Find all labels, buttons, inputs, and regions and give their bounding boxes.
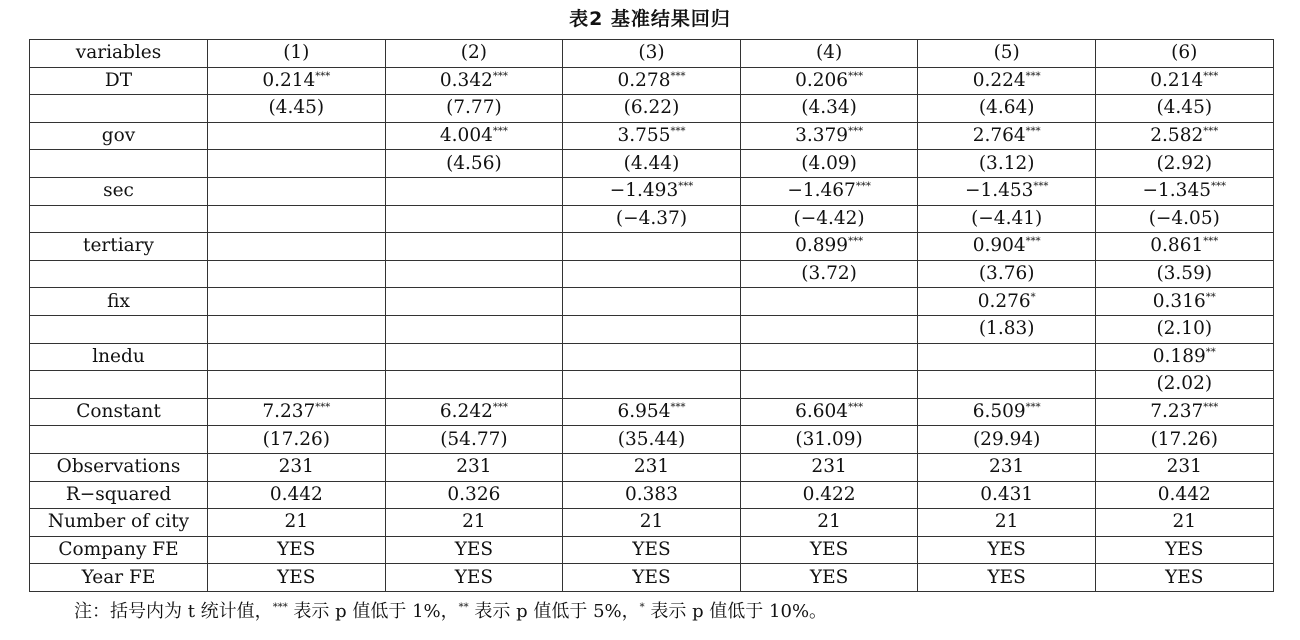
table-cell xyxy=(385,509,563,537)
table-cell xyxy=(1095,260,1273,288)
table-cell xyxy=(1095,95,1273,123)
table-cell xyxy=(918,150,1096,178)
table-row xyxy=(30,95,1274,123)
row-label xyxy=(30,260,208,288)
table-cell xyxy=(918,233,1096,261)
cell-value: 0.326 xyxy=(447,483,501,505)
cell-value: YES xyxy=(454,566,494,588)
cell-value: 231 xyxy=(633,456,670,478)
table-cell xyxy=(740,453,918,481)
column-header: (5) xyxy=(918,40,1096,68)
table-cell xyxy=(918,95,1096,123)
cell-value: −1.493 xyxy=(609,180,679,202)
cell-value: 0.214 xyxy=(262,69,316,91)
table-cell xyxy=(385,536,563,564)
cell-value: (3.72) xyxy=(801,263,857,285)
table-cell xyxy=(208,150,386,178)
cell-value: 21 xyxy=(639,511,664,533)
cell-value: YES xyxy=(454,538,494,560)
row-label: Company FE xyxy=(30,536,208,564)
cell-value: 21 xyxy=(462,511,486,533)
table-cell xyxy=(740,177,918,205)
table-cell xyxy=(385,453,563,481)
table-cell xyxy=(385,398,563,426)
table-header-row xyxy=(30,40,1274,68)
table-cell xyxy=(208,398,386,426)
cell-value: (4.09) xyxy=(801,152,857,174)
table-cell xyxy=(1095,453,1273,481)
table-cell xyxy=(918,398,1096,426)
table-cell xyxy=(563,233,741,261)
row-label: R−squared xyxy=(30,481,208,509)
cell-value: 0.383 xyxy=(625,483,678,505)
table-cell xyxy=(385,233,563,261)
cell-value: (−4.05) xyxy=(1148,207,1220,229)
cell-value: YES xyxy=(632,538,671,560)
significance-stars: *** xyxy=(855,181,871,193)
table-cell xyxy=(208,177,386,205)
significance-stars: *** xyxy=(848,70,864,82)
table-cell xyxy=(563,371,741,399)
cell-value: 0.442 xyxy=(269,483,323,505)
cell-value: YES xyxy=(809,566,849,588)
table-cell xyxy=(918,481,1096,509)
cell-value: −1.345 xyxy=(1142,180,1211,202)
row-label: tertiary xyxy=(30,233,208,261)
cell-value: (3.12) xyxy=(978,152,1035,174)
row-label xyxy=(30,371,208,399)
significance-stars: *** xyxy=(492,70,508,82)
table-cell xyxy=(563,315,741,343)
table-cell xyxy=(740,509,918,537)
table-cell xyxy=(918,343,1096,371)
table-cell xyxy=(1095,205,1273,233)
table-cell xyxy=(385,150,563,178)
cell-value: 2.764 xyxy=(972,125,1026,147)
cell-value: 6.242 xyxy=(439,401,493,423)
note-star-1pct: *** xyxy=(272,602,288,613)
table-cell xyxy=(740,398,918,426)
table-cell xyxy=(740,536,918,564)
table-cell xyxy=(740,481,918,509)
cell-value: 0.278 xyxy=(617,69,671,91)
significance-stars: *** xyxy=(492,402,508,414)
table-cell xyxy=(385,67,563,95)
cell-value: 0.206 xyxy=(795,69,849,91)
significance-stars: *** xyxy=(848,236,864,248)
table-cell xyxy=(208,564,386,592)
table-cell xyxy=(385,288,563,316)
column-header: (4) xyxy=(740,40,918,68)
table-cell xyxy=(740,122,918,150)
table-row xyxy=(30,453,1274,481)
table-cell xyxy=(918,260,1096,288)
significance-stars: *** xyxy=(1203,236,1219,248)
cell-value: 21 xyxy=(994,511,1019,533)
note-star-10pct: * xyxy=(639,602,645,613)
note-text-5pct: 表示 p 值低于 5%， xyxy=(468,601,640,622)
table-cell xyxy=(208,426,386,454)
table-cell xyxy=(918,536,1096,564)
significance-stars: *** xyxy=(1211,181,1226,193)
table-row xyxy=(30,426,1274,454)
table-row xyxy=(30,371,1274,399)
table-cell xyxy=(740,426,918,454)
row-label xyxy=(30,205,208,233)
table-row xyxy=(30,509,1274,537)
table-cell xyxy=(385,564,563,592)
cell-value: (1.83) xyxy=(978,318,1035,340)
cell-value: 0.342 xyxy=(439,69,493,91)
table-cell xyxy=(563,426,741,454)
table-cell xyxy=(208,67,386,95)
table-cell xyxy=(385,122,563,150)
table-cell xyxy=(385,426,563,454)
note-text-10pct: 表示 p 值低于 10%。 xyxy=(644,601,828,622)
table-cell xyxy=(385,371,563,399)
table-cell xyxy=(208,453,386,481)
table-cell xyxy=(740,260,918,288)
significance-stars: *** xyxy=(678,181,694,193)
table-cell xyxy=(918,205,1096,233)
cell-value: 7.237 xyxy=(262,401,316,423)
row-label: Observations xyxy=(30,453,208,481)
table-cell xyxy=(208,509,386,537)
note-text-1pct: 表示 p 值低于 1%， xyxy=(287,601,459,622)
table-cell xyxy=(1095,122,1273,150)
row-label: lnedu xyxy=(30,343,208,371)
cell-value: 3.755 xyxy=(617,125,671,147)
cell-value: −1.453 xyxy=(964,180,1034,202)
table-cell xyxy=(1095,426,1273,454)
cell-value: (17.26) xyxy=(262,428,330,450)
table-cell xyxy=(385,343,563,371)
significance-stars: *** xyxy=(1025,70,1041,82)
table-cell xyxy=(208,481,386,509)
cell-value: (3.59) xyxy=(1156,263,1213,285)
table-cell xyxy=(740,67,918,95)
cell-value: 231 xyxy=(456,456,492,478)
table-cell xyxy=(740,315,918,343)
row-label: DT xyxy=(30,67,208,95)
cell-value: 231 xyxy=(989,456,1025,478)
table-cell xyxy=(208,343,386,371)
table-cell xyxy=(563,343,741,371)
table-cell xyxy=(385,315,563,343)
table-cell xyxy=(1095,343,1273,371)
row-label: sec xyxy=(30,177,208,205)
table-cell xyxy=(208,205,386,233)
table-cell xyxy=(740,371,918,399)
table-cell xyxy=(385,260,563,288)
table-row xyxy=(30,177,1274,205)
table-cell xyxy=(918,177,1096,205)
table-cell xyxy=(918,453,1096,481)
cell-value: 3.379 xyxy=(795,125,849,147)
table-cell xyxy=(385,481,563,509)
cell-value: −1.467 xyxy=(787,180,856,202)
table-cell xyxy=(563,177,741,205)
cell-value: YES xyxy=(277,566,316,588)
cell-value: 4.004 xyxy=(439,125,493,147)
table-cell xyxy=(385,177,563,205)
table-cell xyxy=(1095,233,1273,261)
cell-value: (−4.41) xyxy=(971,207,1043,229)
table-cell xyxy=(563,95,741,123)
table-row xyxy=(30,536,1274,564)
table-cell xyxy=(1095,398,1273,426)
cell-value: (2.10) xyxy=(1156,318,1213,340)
cell-value: YES xyxy=(987,566,1026,588)
cell-value: 0.442 xyxy=(1157,483,1211,505)
cell-value: (4.34) xyxy=(801,97,857,119)
table-cell xyxy=(208,536,386,564)
table-cell xyxy=(740,233,918,261)
row-label xyxy=(30,150,208,178)
row-label xyxy=(30,426,208,454)
table-cell xyxy=(918,509,1096,537)
table-cell xyxy=(1095,177,1273,205)
table-cell xyxy=(208,288,386,316)
row-label: Year FE xyxy=(30,564,208,592)
cell-value: 0.431 xyxy=(980,483,1034,505)
cell-value: 7.237 xyxy=(1150,401,1204,423)
note-prefix: 注：括号内为 t 统计值， xyxy=(74,601,273,622)
cell-value: (4.64) xyxy=(978,97,1035,119)
cell-value: (4.56) xyxy=(446,152,502,174)
significance-stars: *** xyxy=(848,402,864,414)
cell-value: 0.276 xyxy=(977,290,1031,312)
row-label: fix xyxy=(30,288,208,316)
table-cell xyxy=(1095,536,1273,564)
cell-value: YES xyxy=(1165,538,1204,560)
cell-value: 0.189 xyxy=(1152,345,1206,367)
table-cell xyxy=(918,426,1096,454)
cell-value: 0.861 xyxy=(1150,235,1204,257)
cell-value: (17.26) xyxy=(1150,428,1218,450)
table-cell xyxy=(918,288,1096,316)
table-cell xyxy=(1095,481,1273,509)
cell-value: (35.44) xyxy=(617,428,686,450)
cell-value: 231 xyxy=(1166,456,1202,478)
significance-stars: *** xyxy=(315,402,331,414)
significance-stars: * xyxy=(1030,291,1036,303)
cell-value: 21 xyxy=(817,511,841,533)
table-row xyxy=(30,122,1274,150)
table-cell xyxy=(563,481,741,509)
significance-stars: ** xyxy=(1205,291,1216,303)
table-cell xyxy=(1095,371,1273,399)
table-row xyxy=(30,233,1274,261)
table-cell xyxy=(563,509,741,537)
table-cell xyxy=(563,453,741,481)
row-label: Constant xyxy=(30,398,208,426)
row-label xyxy=(30,95,208,123)
table-cell xyxy=(1095,67,1273,95)
cell-value: (7.77) xyxy=(446,97,502,119)
significance-stars: *** xyxy=(848,126,864,138)
table-cell xyxy=(1095,315,1273,343)
cell-value: 0.316 xyxy=(1152,290,1206,312)
table-cell xyxy=(208,122,386,150)
table-row xyxy=(30,205,1274,233)
table-cell xyxy=(563,398,741,426)
table-cell xyxy=(563,536,741,564)
table-cell xyxy=(208,233,386,261)
row-label xyxy=(30,315,208,343)
table-cell xyxy=(563,122,741,150)
significance-stars: *** xyxy=(315,70,331,82)
column-header: variables xyxy=(30,40,208,68)
cell-value: YES xyxy=(987,538,1026,560)
table-row xyxy=(30,398,1274,426)
cell-value: 6.604 xyxy=(795,401,849,423)
table-cell xyxy=(740,150,918,178)
cell-value: YES xyxy=(277,538,316,560)
cell-value: (2.02) xyxy=(1156,373,1213,395)
cell-value: (−4.37) xyxy=(615,207,688,229)
table-cell xyxy=(208,95,386,123)
column-header: (2) xyxy=(385,40,563,68)
row-label: Number of city xyxy=(30,509,208,537)
table-cell xyxy=(740,564,918,592)
cell-value: 0.899 xyxy=(795,235,849,257)
table-row xyxy=(30,564,1274,592)
table-body xyxy=(30,67,1274,591)
table-cell xyxy=(918,122,1096,150)
table-row xyxy=(30,150,1274,178)
table-cell xyxy=(563,260,741,288)
table-cell xyxy=(385,95,563,123)
significance-stars: *** xyxy=(1025,402,1041,414)
cell-value: 21 xyxy=(1172,511,1197,533)
significance-stars: *** xyxy=(1203,402,1219,414)
significance-stars: *** xyxy=(492,126,508,138)
table-caption: 表2 基准结果回归 xyxy=(569,8,731,30)
cell-value: (2.92) xyxy=(1156,152,1213,174)
cell-value: 21 xyxy=(284,511,309,533)
cell-value: (4.45) xyxy=(1156,97,1213,119)
row-label: gov xyxy=(30,122,208,150)
significance-stars: *** xyxy=(670,402,686,414)
table-cell xyxy=(918,371,1096,399)
cell-value: (29.94) xyxy=(972,428,1041,450)
table-cell xyxy=(563,205,741,233)
significance-stars: ** xyxy=(1205,346,1216,358)
table-row xyxy=(30,315,1274,343)
table-cell xyxy=(1095,509,1273,537)
table-cell xyxy=(1095,288,1273,316)
table-row xyxy=(30,288,1274,316)
table-cell xyxy=(918,315,1096,343)
table-cell xyxy=(1095,564,1273,592)
table-note xyxy=(74,601,827,623)
cell-value: (54.77) xyxy=(440,428,508,450)
cell-value: 0.214 xyxy=(1150,69,1204,91)
cell-value: YES xyxy=(1165,566,1204,588)
table-cell xyxy=(385,205,563,233)
table-row xyxy=(30,67,1274,95)
table-cell xyxy=(563,150,741,178)
table-cell xyxy=(208,260,386,288)
table-cell xyxy=(740,205,918,233)
column-header: (6) xyxy=(1095,40,1273,68)
significance-stars: *** xyxy=(670,70,686,82)
cell-value: (4.44) xyxy=(623,152,680,174)
cell-value: 231 xyxy=(811,456,847,478)
regression-table xyxy=(29,39,1274,592)
cell-value: (−4.42) xyxy=(793,207,865,229)
cell-value: (3.76) xyxy=(978,263,1035,285)
cell-value: (31.09) xyxy=(795,428,863,450)
table-cell xyxy=(208,371,386,399)
significance-stars: *** xyxy=(670,126,686,138)
table-cell xyxy=(740,95,918,123)
cell-value: 0.224 xyxy=(972,69,1026,91)
cell-value: YES xyxy=(809,538,849,560)
table-row xyxy=(30,260,1274,288)
column-header: (1) xyxy=(208,40,386,68)
note-star-5pct: ** xyxy=(458,602,469,613)
table-row xyxy=(30,343,1274,371)
table-cell xyxy=(740,288,918,316)
column-header: (3) xyxy=(563,40,741,68)
cell-value: 2.582 xyxy=(1150,125,1204,147)
table-cell xyxy=(563,67,741,95)
cell-value: 6.954 xyxy=(617,401,671,423)
significance-stars: *** xyxy=(1203,126,1219,138)
cell-value: 0.422 xyxy=(802,483,856,505)
cell-value: (6.22) xyxy=(623,97,680,119)
cell-value: 0.904 xyxy=(972,235,1026,257)
table-cell xyxy=(1095,150,1273,178)
significance-stars: *** xyxy=(1203,70,1219,82)
cell-value: 6.509 xyxy=(972,401,1026,423)
significance-stars: *** xyxy=(1025,236,1041,248)
significance-stars: *** xyxy=(1033,181,1049,193)
table-cell xyxy=(918,564,1096,592)
table-row xyxy=(30,481,1274,509)
table-cell xyxy=(918,67,1096,95)
cell-value: YES xyxy=(632,566,671,588)
table-cell xyxy=(563,288,741,316)
table-cell xyxy=(208,315,386,343)
significance-stars: *** xyxy=(1025,126,1041,138)
cell-value: 231 xyxy=(278,456,314,478)
table-cell xyxy=(563,564,741,592)
cell-value: (4.45) xyxy=(268,97,325,119)
table-cell xyxy=(740,343,918,371)
